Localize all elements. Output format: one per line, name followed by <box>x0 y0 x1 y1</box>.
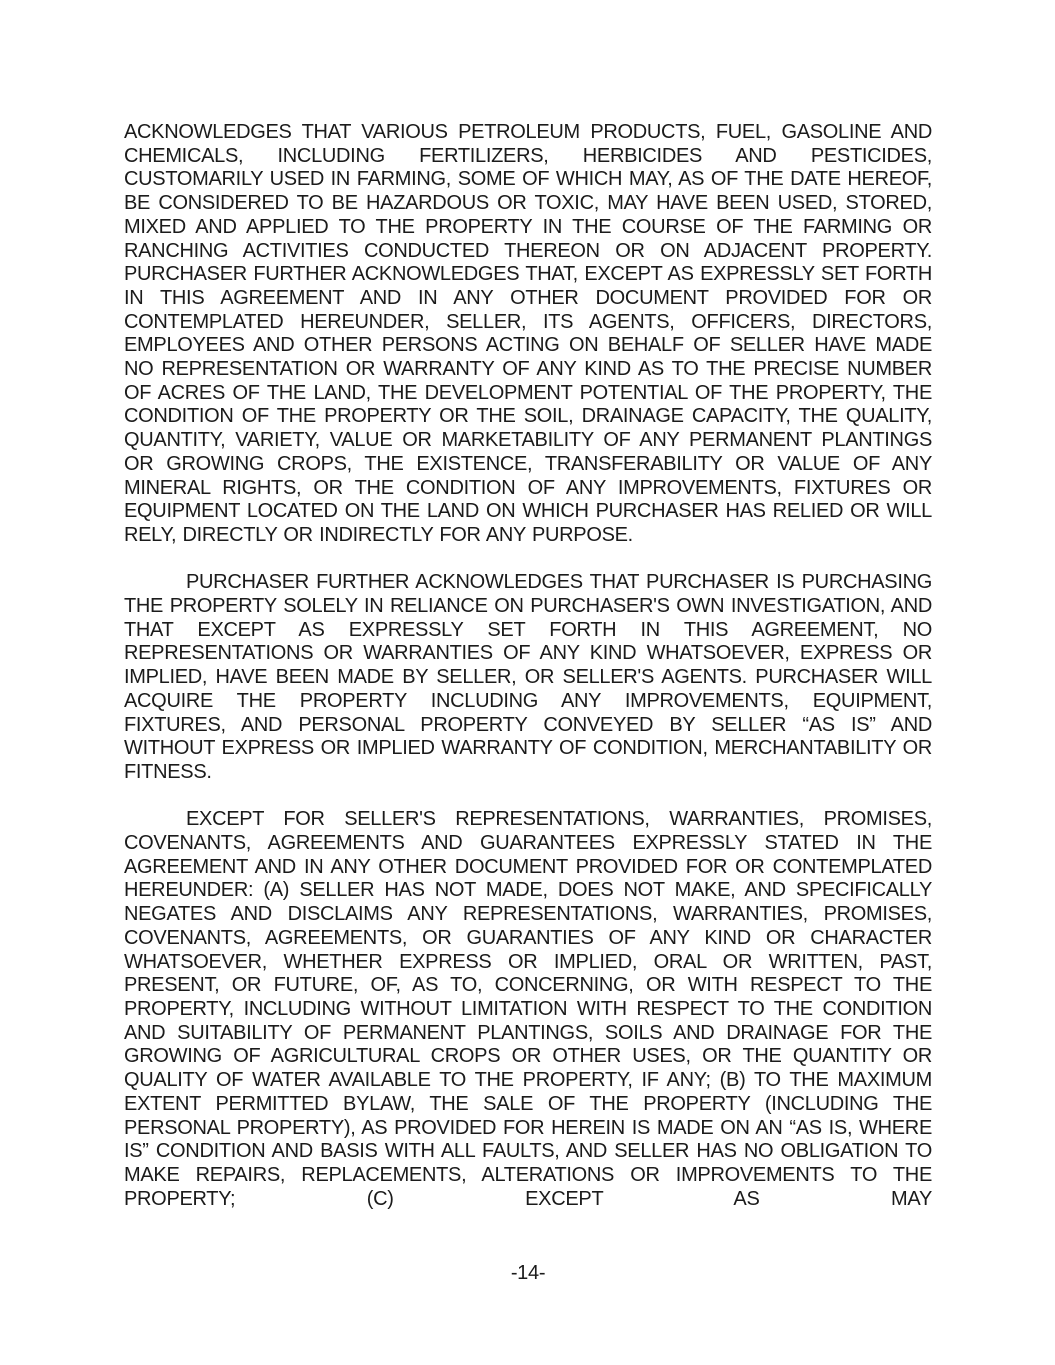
paragraph-purchaser-reliance: PURCHASER FURTHER ACKNOWLEDGES THAT PURCHASER IS PURCHASING THE PROPERTY SOLELY IN RELIANCE ON PURCHASER'S OWN INVESTIGATION, AND THAT EXCEPT AS EXPRESSLY SET FORTH IN THIS AGREEMENT, NO REPRESENTATIONS OR WARRANTIES OF ANY KIND WHATSOEVER, EXPRESS OR IMPLIED, HAVE BEEN MADE BY SELLER, OR SELLER'S AGENTS. PURCHASER WILL ACQUIRE THE PROPERTY INCLUDING ANY IMPROVEMENTS, EQUIPMENT, FIXTURES, AND PERSONAL PROPERTY CONVEYED BY SELLER “AS IS” AND WITHOUT EXPRESS OR IMPLIED WARRANTY OF CONDITION, MERCHANTABILITY OR FITNESS. <box>124 571 932 783</box>
paragraph-continuation-hazardous-materials: ACKNOWLEDGES THAT VARIOUS PETROLEUM PRODUCTS, FUEL, GASOLINE AND CHEMICALS, INCLUDING FERTILIZERS, HERBICIDES AND PESTICIDES, CUSTOMARILY USED IN FARMING, SOME OF WHICH MAY, AS OF THE DATE HEREOF, BE CONSIDERED TO BE HAZARDOUS OR TOXIC, MAY HAVE BEEN USED, STORED, MIXED AND APPLIED TO THE PROPERTY IN THE COURSE OF THE FARMING OR RANCHING ACTIVITIES CONDUCTED THEREON OR ON ADJACENT PROPERTY. PURCHASER FURTHER ACKNOWLEDGES THAT, EXCEPT AS EXPRESSLY SET FORTH IN THIS AGREEMENT AND IN ANY OTHER DOCUMENT PROVIDED FOR OR CONTEMPLATED HEREUNDER, SELLER, ITS AGENTS, OFFICERS, DIRECTORS, EMPLOYEES AND OTHER PERSONS ACTING ON BEHALF OF SELLER HAVE MADE NO REPRESENTATION OR WARRANTY OF ANY KIND AS TO THE PRECISE NUMBER OF ACRES OF THE LAND, THE DEVELOPMENT POTENTIAL OF THE PROPERTY, THE CONDITION OF THE PROPERTY OR THE SOIL, DRAINAGE CAPACITY, THE QUALITY, QUANTITY, VARIETY, VALUE OR MARKETABILITY OF ANY PERMANENT PLANTINGS OR GROWING CROPS, THE EXISTENCE, TRANSFERABILITY OR VALUE OF ANY MINERAL RIGHTS, OR THE CONDITION OF ANY IMPROVEMENTS, FIXTURES OR EQUIPMENT LOCATED ON THE LAND ON WHICH PURCHASER HAS RELIED OR WILL RELY, DIRECTLY OR INDIRECTLY FOR ANY PURPOSE. <box>124 121 932 546</box>
document-body <box>124 121 932 1211</box>
page-number: -14- <box>510 1262 546 1284</box>
paragraph-seller-disclaimer: EXCEPT FOR SELLER'S REPRESENTATIONS, WARRANTIES, PROMISES, COVENANTS, AGREEMENTS AND GUARANTEES EXPRESSLY STATED IN THE AGREEMENT AND IN ANY OTHER DOCUMENT PROVIDED FOR OR CONTEMPLATED HEREUNDER: (A) SELLER HAS NOT MADE, DOES NOT MAKE, AND SPECIFICALLY NEGATES AND DISCLAIMS ANY REPRESENTATIONS, WARRANTIES, PROMISES, COVENANTS, AGREEMENTS, OR GUARANTIES OF ANY KIND OR CHARACTER WHATSOEVER, WHETHER EXPRESS OR IMPLIED, ORAL OR WRITTEN, PAST, PRESENT, OR FUTURE, OF, AS TO, CONCERNING, OR WITH RESPECT TO THE PROPERTY, INCLUDING WITHOUT LIMITATION WITH RESPECT TO THE CONDITION AND SUITABILITY OF PERMANENT PLANTINGS, SOILS AND DRAINAGE FOR THE GROWING OF AGRICULTURAL CROPS OR OTHER USES, OR THE QUANTITY OR QUALITY OF WATER AVAILABLE TO THE PROPERTY, IF ANY; (B) TO THE MAXIMUM EXTENT PERMITTED BYLAW, THE SALE OF THE PROPERTY (INCLUDING THE PERSONAL PROPERTY), AS PROVIDED FOR HEREIN IS MADE ON AN “AS IS, WHERE IS” CONDITION AND BASIS WITH ALL FAULTS, AND SELLER HAS NO OBLIGATION TO MAKE REPAIRS, REPLACEMENTS, ALTERATIONS OR IMPROVEMENTS TO THE PROPERTY; (C) EXCEPT AS MAY <box>124 808 932 1210</box>
